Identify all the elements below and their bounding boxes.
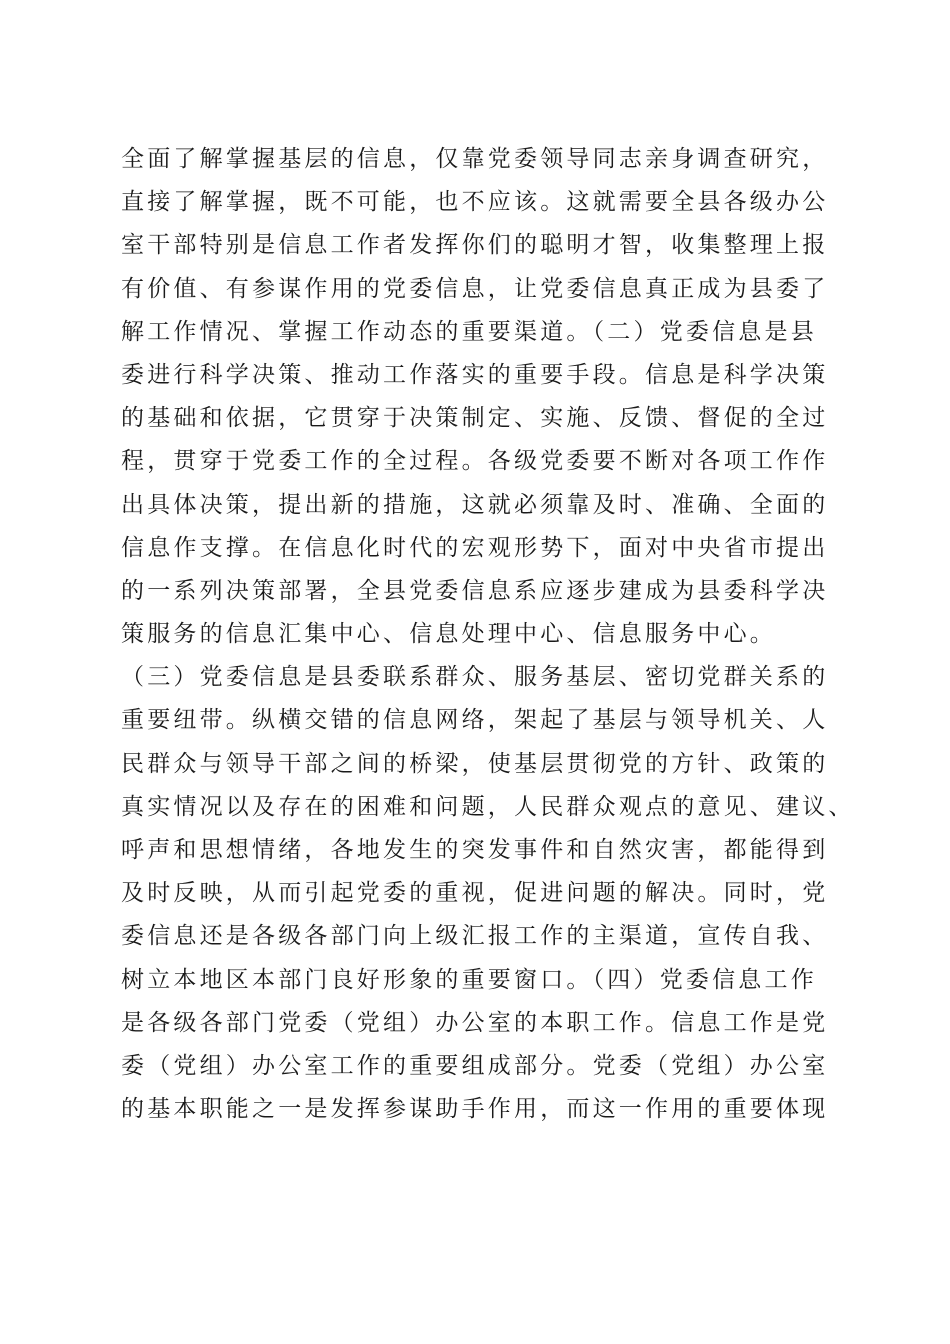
text-line: 直接了解掌握，既不可能，也不应该。这就需要全县各级办公 xyxy=(121,189,829,216)
text-line: 室干部特别是信息工作者发挥你们的聪明才智，收集整理上报 xyxy=(121,232,829,259)
text-line: 民群众与领导干部之间的桥梁，使基层贯彻党的方针、政策的 xyxy=(121,750,829,777)
text-line: 解工作情况、掌握工作动态的重要渠道。（二）党委信息是县 xyxy=(121,318,817,345)
text-line: 是各级各部门党委（党组）办公室的本职工作。信息工作是党 xyxy=(121,1009,829,1036)
text-line: 的基础和依据，它贯穿于决策制定、实施、反馈、督促的全过 xyxy=(121,405,829,432)
text-line: 有价值、有参谋作用的党委信息，让党委信息真正成为县委了 xyxy=(121,275,829,302)
text-line: （三）党委信息是县委联系群众、服务基层、密切党群关系的 xyxy=(121,664,829,691)
text-line: 树立本地区本部门良好形象的重要窗口。（四）党委信息工作 xyxy=(121,966,817,993)
text-line: 信息作支撑。在信息化时代的宏观形势下，面对中央省市提出 xyxy=(121,534,829,561)
text-line: 全面了解掌握基层的信息，仅靠党委领导同志亲身调查研究， xyxy=(121,146,829,172)
body-text xyxy=(121,138,855,1131)
text-line: 委信息还是各级各部门向上级汇报工作的主渠道，宣传自我、 xyxy=(121,923,829,950)
text-line: 策服务的信息汇集中心、信息处理中心、信息服务中心。 xyxy=(121,621,776,648)
text-line: 真实情况以及存在的困难和问题，人民群众观点的意见、建议、 xyxy=(121,793,855,820)
text-line: 及时反映，从而引起党委的重视，促进问题的解决。同时，党 xyxy=(121,880,829,907)
text-line: 重要纽带。纵横交错的信息网络，架起了基层与领导机关、人 xyxy=(121,707,829,734)
text-line: 委（党组）办公室工作的重要组成部分。党委（党组）办公室 xyxy=(121,1052,829,1079)
text-line: 的一系列决策部署，全县党委信息系应逐步建成为县委科学决 xyxy=(121,577,829,604)
text-line: 程，贯穿于党委工作的全过程。各级党委要不断对各项工作作 xyxy=(121,448,829,475)
text-line: 委进行科学决策、推动工作落实的重要手段。信息是科学决策 xyxy=(121,361,829,388)
text-line: 呼声和思想情绪，各地发生的突发事件和自然灾害，都能得到 xyxy=(121,837,829,863)
text-line: 的基本职能之一是发挥参谋助手作用，而这一作用的重要体现 xyxy=(121,1096,829,1123)
text-line: 出具体决策，提出新的措施，这就必须靠及时、准确、全面的 xyxy=(121,491,829,518)
